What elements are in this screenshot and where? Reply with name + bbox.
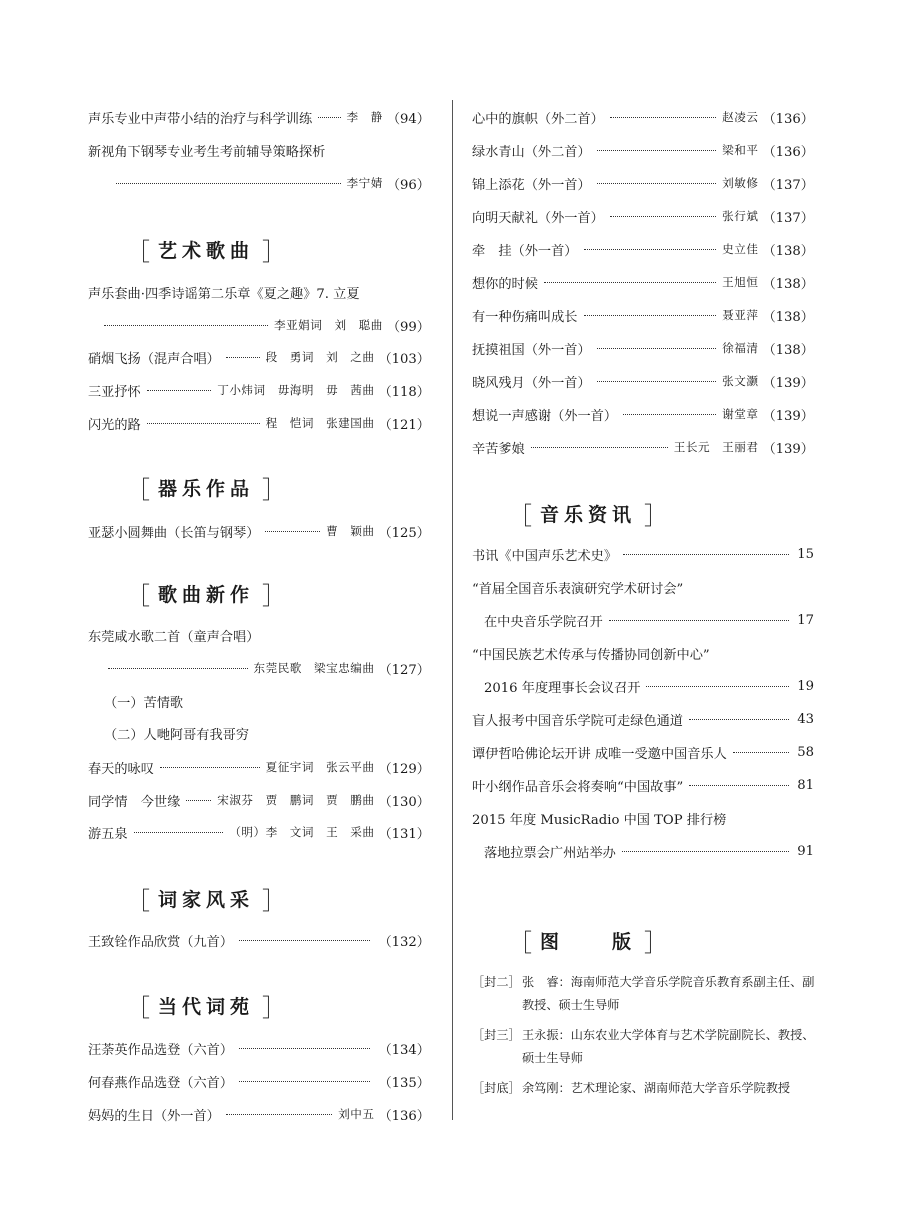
plate-caption: 余笃刚：艺术理论家、湖南师范大学音乐学院教授 bbox=[522, 1081, 791, 1095]
dot-leader bbox=[147, 390, 211, 391]
entry-page: （96） bbox=[386, 177, 430, 193]
dot-leader bbox=[733, 752, 789, 753]
toc-entry[interactable] bbox=[88, 412, 430, 434]
entry-author: 谢堂章 bbox=[722, 407, 759, 421]
bracket-open: ［ bbox=[508, 501, 532, 530]
entry-page: （136） bbox=[762, 111, 814, 127]
dot-leader bbox=[584, 315, 717, 316]
toc-entry-title-line[interactable] bbox=[88, 624, 430, 646]
toc-entry[interactable] bbox=[472, 106, 814, 128]
entry-title: 新视角下钢琴专业考生考前辅导策略探析 bbox=[88, 144, 326, 160]
toc-entry-detail-line[interactable] bbox=[88, 172, 430, 194]
toc-entry[interactable] bbox=[88, 1037, 430, 1059]
entry-author: 李 静 bbox=[346, 110, 383, 124]
bracket-open: ［ bbox=[508, 928, 532, 957]
entry-title: 闪光的路 bbox=[88, 417, 141, 433]
news-entry[interactable] bbox=[472, 774, 814, 796]
dot-leader bbox=[646, 686, 789, 687]
entry-title: 有一种伤痛叫成长 bbox=[472, 309, 578, 325]
news-entry-title-line[interactable] bbox=[472, 642, 814, 664]
news-page: 17 bbox=[797, 612, 814, 628]
entry-author: 李宁婧 bbox=[346, 176, 383, 190]
dot-leader bbox=[186, 800, 211, 801]
entry-author: 东莞民歌 梁宝忠编曲 bbox=[253, 661, 375, 675]
plate-tag: ［封三］ bbox=[472, 1028, 521, 1042]
entry-author: 段 勇词 刘 之曲 bbox=[265, 350, 375, 364]
entry-page: （138） bbox=[762, 309, 814, 325]
toc-entry[interactable] bbox=[88, 821, 430, 843]
section-title: 艺术歌曲 bbox=[158, 239, 255, 262]
bracket-open: ［ bbox=[126, 581, 150, 610]
entry-page: （139） bbox=[762, 441, 814, 457]
toc-entry[interactable] bbox=[472, 304, 814, 326]
section-heading-music-news bbox=[508, 498, 668, 528]
news-title: 盲人报考中国音乐学院可走绿色通道 bbox=[472, 713, 683, 729]
entry-page: （118） bbox=[378, 384, 430, 400]
section-title: 当代词苑 bbox=[158, 995, 255, 1018]
dot-leader bbox=[531, 447, 668, 448]
entry-author: 丁小炜词 毋海明 毋 茜曲 bbox=[217, 383, 375, 397]
toc-entry[interactable] bbox=[472, 238, 814, 260]
dot-leader bbox=[623, 554, 789, 555]
dot-leader bbox=[597, 348, 716, 349]
toc-entry[interactable] bbox=[88, 1070, 430, 1092]
entry-title: 三亚抒怀 bbox=[88, 384, 141, 400]
entry-author: 徐福清 bbox=[722, 341, 759, 355]
entry-page: （94） bbox=[386, 111, 430, 127]
section-heading-lyricists bbox=[126, 883, 286, 913]
dot-leader bbox=[689, 719, 789, 720]
toc-entry[interactable] bbox=[472, 370, 814, 392]
dot-leader bbox=[610, 117, 716, 118]
subentry-title: （二）人哋阿哥有我哥穷 bbox=[104, 727, 250, 743]
entry-title: 声乐套曲·四季诗谣第二乐章《夏之趣》7. 立夏 bbox=[88, 286, 360, 302]
toc-entry-title-line[interactable] bbox=[88, 139, 430, 161]
entry-title: 向明天献礼（外一首） bbox=[472, 210, 604, 226]
toc-entry-detail-line[interactable] bbox=[88, 657, 430, 679]
news-entry-detail-line[interactable] bbox=[472, 609, 814, 631]
dot-leader bbox=[609, 620, 790, 621]
toc-entry[interactable] bbox=[472, 403, 814, 425]
entry-title: 春天的咏叹 bbox=[88, 761, 154, 777]
entry-page: （103） bbox=[378, 351, 430, 367]
entry-title: 牵 挂（外一首） bbox=[472, 243, 578, 259]
dot-leader bbox=[597, 183, 716, 184]
entry-title: 汪荼英作品选登（六首） bbox=[88, 1042, 234, 1058]
plate-tag: ［封二］ bbox=[472, 975, 521, 989]
news-entry-detail-line[interactable] bbox=[472, 840, 814, 862]
entry-author: （明）李 文词 王 采曲 bbox=[229, 825, 375, 839]
entry-author: 刘敏修 bbox=[722, 176, 759, 190]
column-divider bbox=[452, 100, 453, 1120]
entry-author: 王旭恒 bbox=[722, 275, 759, 289]
entry-title: 声乐专业中声带小结的治疗与科学训练 bbox=[88, 111, 313, 127]
news-page: 91 bbox=[797, 843, 814, 859]
entry-page: （135） bbox=[378, 1075, 430, 1091]
entry-title: 想说一声感谢（外一首） bbox=[472, 408, 618, 424]
bracket-close: ］ bbox=[644, 501, 669, 530]
entry-title: 锦上添花（外一首） bbox=[472, 177, 591, 193]
section-title: 器乐作品 bbox=[158, 477, 255, 500]
dot-leader bbox=[226, 1114, 332, 1115]
entry-page: （121） bbox=[378, 417, 430, 433]
section-heading-modern-lyrics bbox=[126, 990, 286, 1020]
section-heading-art-songs bbox=[126, 234, 286, 264]
entry-page: （136） bbox=[378, 1108, 430, 1124]
entry-page: （127） bbox=[378, 662, 430, 678]
dot-leader bbox=[265, 531, 320, 532]
entry-page: （131） bbox=[378, 826, 430, 842]
entry-author: 梁和平 bbox=[722, 143, 759, 157]
entry-author: 曹 颖曲 bbox=[326, 524, 375, 538]
toc-entry[interactable] bbox=[88, 789, 430, 811]
dot-leader bbox=[689, 785, 789, 786]
dot-leader bbox=[239, 940, 370, 941]
toc-entry[interactable] bbox=[88, 756, 430, 778]
plate-tag: ［封底］ bbox=[472, 1081, 521, 1095]
bracket-close: ］ bbox=[262, 475, 287, 504]
dot-leader bbox=[239, 1048, 370, 1049]
entry-page: （134） bbox=[378, 1042, 430, 1058]
entry-title: 何春燕作品选登（六首） bbox=[88, 1075, 234, 1091]
toc-entry[interactable] bbox=[88, 1103, 430, 1125]
bracket-open: ［ bbox=[126, 237, 150, 266]
toc-entry[interactable] bbox=[472, 436, 814, 458]
section-heading-instrumental bbox=[126, 472, 286, 502]
news-title: 谭伊哲哈佛论坛开讲 成唯一受邀中国音乐人 bbox=[472, 746, 727, 762]
toc-entry[interactable] bbox=[472, 139, 814, 161]
dot-leader bbox=[108, 668, 248, 669]
dot-leader bbox=[622, 851, 789, 852]
entry-author: 王长元 王丽君 bbox=[673, 440, 759, 454]
entry-title: 辛苦爹娘 bbox=[472, 441, 525, 457]
toc-subentry[interactable] bbox=[88, 690, 446, 712]
entry-page: （125） bbox=[378, 525, 430, 541]
bracket-close: ］ bbox=[262, 581, 287, 610]
entry-title: 游五泉 bbox=[88, 826, 128, 842]
news-title: 书讯《中国声乐艺术史》 bbox=[472, 548, 618, 564]
entry-title: 亚瑟小圆舞曲（长笛与钢琴） bbox=[88, 525, 260, 541]
section-title: 图 版 bbox=[540, 930, 637, 953]
bracket-close: ］ bbox=[262, 886, 287, 915]
section-title: 歌曲新作 bbox=[158, 583, 255, 606]
toc-entry[interactable] bbox=[472, 271, 814, 293]
dot-leader bbox=[239, 1081, 370, 1082]
entry-title: 妈妈的生日（外一首） bbox=[88, 1108, 220, 1124]
toc-entry[interactable] bbox=[88, 929, 430, 951]
dot-leader bbox=[597, 150, 716, 151]
news-entry[interactable] bbox=[472, 543, 814, 565]
dot-leader bbox=[623, 414, 716, 415]
section-title: 词家风采 bbox=[158, 888, 255, 911]
news-title: “中国民族艺术传承与传播协同创新中心” bbox=[472, 647, 710, 663]
news-entry-detail-line[interactable] bbox=[472, 675, 814, 697]
bracket-close: ］ bbox=[644, 928, 669, 957]
news-page: 58 bbox=[797, 744, 814, 760]
news-entry[interactable] bbox=[472, 708, 814, 730]
plate-caption: 张 睿：海南师范大学音乐学院音乐教育系副主任、副教授、硕士生导师 bbox=[522, 975, 815, 1012]
news-page: 19 bbox=[797, 678, 814, 694]
toc-subentry[interactable] bbox=[88, 722, 446, 744]
entry-page: （138） bbox=[762, 342, 814, 358]
bracket-close: ］ bbox=[262, 237, 287, 266]
news-page: 43 bbox=[797, 711, 814, 727]
entry-author: 夏征宇词 张云平曲 bbox=[265, 760, 375, 774]
dot-leader bbox=[318, 117, 340, 118]
plate-caption: 王永振：山东农业大学体育与艺术学院副院长、教授、硕士生导师 bbox=[522, 1028, 815, 1065]
toc-entry[interactable] bbox=[88, 379, 430, 401]
section-heading-new-songs bbox=[126, 578, 286, 608]
toc-entry-title-line[interactable] bbox=[88, 281, 430, 303]
bracket-open: ［ bbox=[126, 886, 150, 915]
entry-page: （138） bbox=[762, 276, 814, 292]
entry-page: （139） bbox=[762, 375, 814, 391]
entry-page: （130） bbox=[378, 794, 430, 810]
entry-title: 心中的旗帜（外二首） bbox=[472, 111, 604, 127]
toc-entry[interactable] bbox=[88, 106, 430, 128]
entry-title: 想你的时候 bbox=[472, 276, 538, 292]
dot-leader bbox=[104, 325, 268, 326]
dot-leader bbox=[544, 282, 716, 283]
dot-leader bbox=[147, 423, 260, 424]
bracket-open: ［ bbox=[126, 475, 150, 504]
toc-entry[interactable] bbox=[472, 205, 814, 227]
entry-page: （99） bbox=[386, 319, 430, 335]
entry-title: 抚摸祖国（外一首） bbox=[472, 342, 591, 358]
entry-author: 史立佳 bbox=[722, 242, 759, 256]
section-title: 音乐资讯 bbox=[540, 503, 637, 526]
toc-entry[interactable] bbox=[88, 346, 430, 368]
dot-leader bbox=[160, 767, 260, 768]
bracket-close: ］ bbox=[262, 993, 287, 1022]
plate-entry[interactable] bbox=[472, 1077, 816, 1100]
plate-entry[interactable] bbox=[472, 971, 816, 1017]
dot-leader bbox=[226, 357, 260, 358]
entry-author: 赵凌云 bbox=[722, 110, 759, 124]
entry-author: 张文灏 bbox=[722, 374, 759, 388]
entry-title: 东莞咸水歌二首（童声合唱） bbox=[88, 629, 260, 645]
entry-page: （136） bbox=[762, 144, 814, 160]
subentry-title: （一）苦情歌 bbox=[104, 695, 184, 711]
entry-author: 刘中五 bbox=[338, 1107, 375, 1121]
toc-entry[interactable] bbox=[472, 172, 814, 194]
entry-author: 程 恺词 张建国曲 bbox=[265, 416, 375, 430]
news-title-continued: 在中央音乐学院召开 bbox=[484, 614, 603, 630]
entry-title: 晓风残月（外一首） bbox=[472, 375, 591, 391]
entry-title: 王致铨作品欣赏（九首） bbox=[88, 934, 234, 950]
dot-leader bbox=[610, 216, 716, 217]
entry-title: 硝烟飞扬（混声合唱） bbox=[88, 351, 220, 367]
dot-leader bbox=[116, 183, 341, 184]
entry-page: （132） bbox=[378, 934, 430, 950]
section-heading-plates bbox=[508, 925, 668, 955]
news-page: 15 bbox=[797, 546, 814, 562]
news-entry-title-line[interactable] bbox=[472, 576, 814, 598]
dot-leader bbox=[597, 381, 716, 382]
entry-author: 张行斌 bbox=[722, 209, 759, 223]
entry-author: 宋淑芬 贾 鹏词 贾 鹏曲 bbox=[217, 793, 375, 807]
news-entry-title-line[interactable] bbox=[472, 807, 814, 829]
toc-entry-detail-line[interactable] bbox=[88, 314, 430, 336]
toc-entry[interactable] bbox=[472, 337, 814, 359]
entry-page: （129） bbox=[378, 761, 430, 777]
news-title: 叶小纲作品音乐会将奏响“中国故事” bbox=[472, 779, 684, 795]
entry-page: （138） bbox=[762, 243, 814, 259]
entry-page: （137） bbox=[762, 177, 814, 193]
plate-entry[interactable] bbox=[472, 1024, 816, 1070]
news-entry[interactable] bbox=[472, 741, 814, 763]
entry-title: 同学情 今世缘 bbox=[88, 794, 181, 810]
news-title-continued: 落地拉票会广州站举办 bbox=[484, 845, 616, 861]
bracket-open: ［ bbox=[126, 993, 150, 1022]
entry-page: （139） bbox=[762, 408, 814, 424]
dot-leader bbox=[134, 832, 224, 833]
news-title: 2015 年度 MusicRadio 中国 TOP 排行榜 bbox=[472, 812, 727, 828]
news-title-continued: 2016 年度理事长会议召开 bbox=[484, 680, 641, 696]
news-title: “首届全国音乐表演研究学术研讨会” bbox=[472, 581, 684, 597]
dot-leader bbox=[584, 249, 717, 250]
entry-page: （137） bbox=[762, 210, 814, 226]
entry-author: 聂亚萍 bbox=[722, 308, 759, 322]
entry-title: 绿水青山（外二首） bbox=[472, 144, 591, 160]
toc-entry[interactable] bbox=[88, 520, 430, 542]
entry-author: 李亚娟词 刘 聪曲 bbox=[273, 318, 383, 332]
news-page: 81 bbox=[797, 777, 814, 793]
